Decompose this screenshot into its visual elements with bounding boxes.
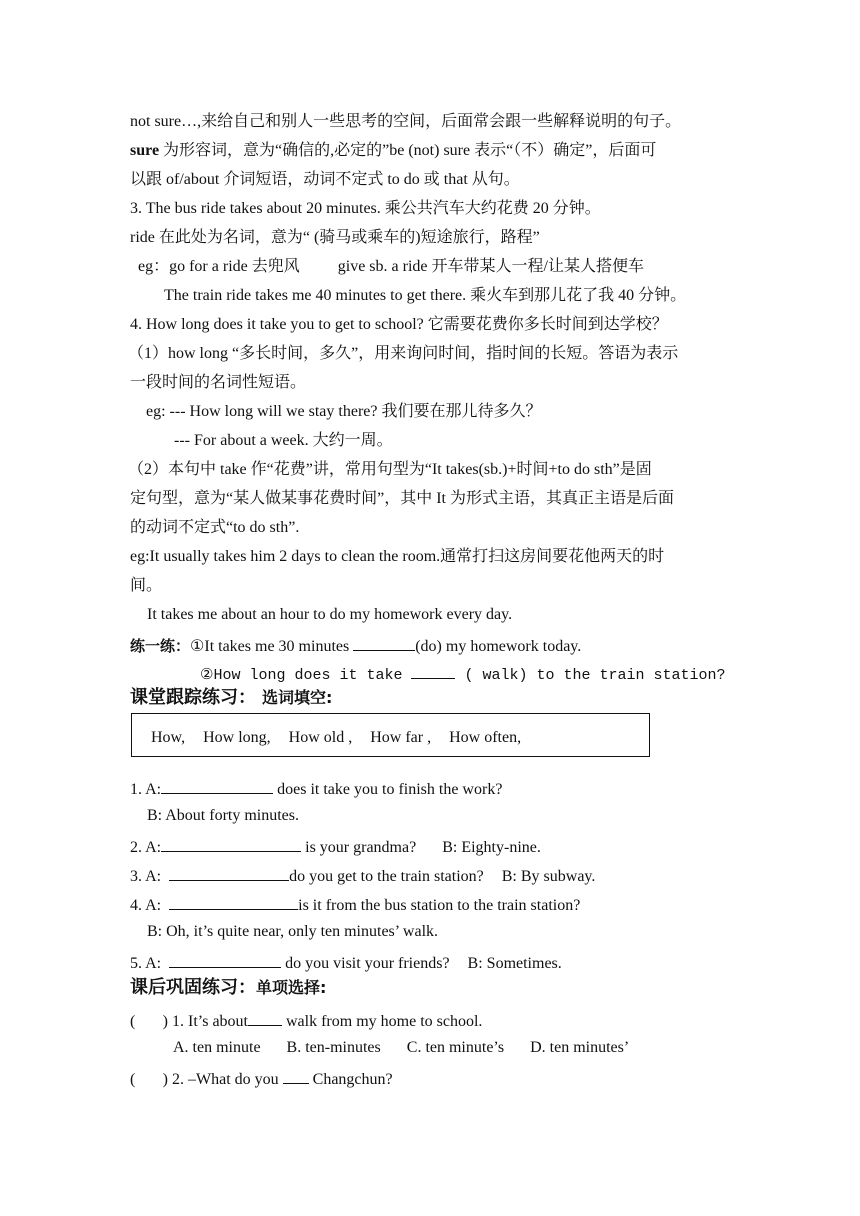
question-text: 1. It’s about	[172, 1013, 248, 1030]
example-line: The train ride takes me 40 minutes to get there. 乘火车到那儿花了我 40 分钟。	[164, 287, 687, 304]
example-line	[138, 257, 644, 277]
example-text: eg：go for a ride 去兜风	[138, 258, 300, 275]
exercise-reply: B: Oh, it’s quite near, only ten minutes’ walk.	[147, 923, 439, 940]
practice-label: 练一练：	[130, 637, 191, 655]
item-number: 2. A:	[130, 839, 162, 856]
item-text: is your grandma?	[301, 839, 417, 856]
exercise-reply: B: By subway.	[501, 868, 596, 885]
note-line: 4. How long does it take you to get to school? 它需要花费你多长时间到达学校？	[130, 316, 668, 333]
answer-blank[interactable]	[411, 662, 455, 679]
exercise-item	[130, 864, 595, 887]
note-line: 以跟 of/about 介词短语，动词不定式 to do 或 that 从句。	[130, 171, 520, 188]
choice-options	[173, 1038, 629, 1058]
note-line: eg:It usually takes him 2 days to clean the room.通常打扫这房间要花他两天的时	[130, 548, 665, 565]
question-text: 2. –What do you	[172, 1071, 283, 1088]
heading-sub: 单项选择:	[256, 978, 327, 997]
example-line: --- For about a week. 大约一周。	[174, 432, 393, 449]
answer-blank[interactable]	[161, 777, 273, 794]
exercise-item	[130, 951, 562, 974]
answer-blank[interactable]	[248, 1009, 282, 1026]
answer-bracket[interactable]: ( )	[130, 1013, 168, 1030]
option-d[interactable]: D. ten minutes’	[530, 1039, 630, 1056]
practice-text: ②How long does it take	[200, 667, 412, 684]
note-line: 的动词不定式“to do sth”.	[130, 519, 300, 536]
answer-blank[interactable]	[283, 1067, 309, 1084]
section-heading	[130, 686, 332, 710]
choice-question	[130, 1009, 482, 1032]
example-text: give sb. a ride 开车带某人一程/让某人搭便车	[337, 258, 644, 275]
example-line: It takes me about an hour to do my homework every day.	[147, 606, 513, 623]
note-line: 一段时间的名词性短语。	[130, 374, 307, 391]
heading-sub: 选词填空:	[262, 688, 333, 707]
word-option: How far ,	[370, 729, 432, 746]
note-line: not sure…,来给自己和别人一些思考的空间，后面常会跟一些解释说明的句子。	[130, 113, 682, 130]
answer-blank[interactable]	[161, 835, 301, 852]
item-number: 5. A:	[130, 955, 170, 972]
practice-line	[200, 662, 726, 686]
item-text: is it from the bus station to the train station?	[298, 897, 581, 914]
word-option: How often,	[449, 729, 522, 746]
note-line: 3. The bus ride takes about 20 minutes. 乘公共汽车大约花费 20 分钟。	[130, 200, 601, 217]
note-line: 间。	[130, 577, 163, 594]
word-option: How long,	[203, 729, 271, 746]
question-text: Changchun?	[308, 1071, 393, 1088]
practice-line	[130, 634, 581, 657]
heading-text: 课后巩固练习：	[130, 977, 256, 998]
item-number: 3. A:	[130, 868, 170, 885]
note-line: （1）how long “多长时间，多久”，用来询问时间，指时间的长短。答语为表示	[128, 345, 679, 362]
word-bank-box	[131, 713, 650, 757]
question-text: walk from my home to school.	[282, 1013, 483, 1030]
word-bank	[151, 728, 535, 748]
exercise-reply: B: Sometimes.	[467, 955, 562, 972]
answer-blank[interactable]	[353, 634, 415, 651]
word-option: How old ,	[288, 729, 353, 746]
note-line: ride 在此处为名词，意为“ (骑马或乘车的)短途旅行，路程”	[130, 229, 540, 246]
exercise-item	[130, 893, 580, 916]
answer-blank[interactable]	[169, 864, 289, 881]
option-b[interactable]: B. ten-minutes	[286, 1039, 381, 1056]
exercise-reply: B: About forty minutes.	[147, 807, 299, 824]
word-option: How,	[151, 729, 186, 746]
answer-bracket[interactable]: ( )	[130, 1071, 168, 1088]
heading-text: 课堂跟踪练习：	[130, 687, 256, 708]
section-heading	[130, 976, 326, 1000]
exercise-reply: B: Eighty-nine.	[442, 839, 541, 856]
item-text: do you visit your friends?	[281, 955, 450, 972]
item-text: does it take you to finish the work?	[273, 781, 503, 798]
example-line: eg: --- How long will we stay there? 我们要在那儿待多久？	[146, 403, 542, 420]
option-a[interactable]: A. ten minute	[173, 1039, 261, 1056]
practice-text: (do) my homework today.	[415, 638, 582, 655]
practice-text: ①It takes me 30 minutes	[190, 638, 354, 655]
item-number: 4. A:	[130, 897, 170, 914]
item-text: do you get to the train station?	[289, 868, 484, 885]
bold-word: sure	[130, 142, 160, 159]
exercise-item	[130, 835, 541, 858]
choice-question	[130, 1067, 393, 1090]
item-number: 1. A:	[130, 781, 162, 798]
note-text: 为形容词，意为“确信的,必定的”be (not) sure 表示“（不）确定”，后面可	[159, 142, 657, 159]
note-line: （2）本句中 take 作“花费”讲，常用句型为“It takes(sb.)+时间+to do sth”是固	[128, 461, 652, 478]
note-line	[130, 141, 656, 161]
answer-blank[interactable]	[169, 893, 298, 910]
note-line: 定句型，意为“某人做某事花费时间”，其中 It 为形式主语，其真正主语是后面	[130, 490, 674, 507]
exercise-item	[130, 777, 502, 800]
practice-text: ( walk) to the train station?	[455, 667, 726, 684]
answer-blank[interactable]	[169, 951, 281, 968]
option-c[interactable]: C. ten minute’s	[406, 1039, 505, 1056]
